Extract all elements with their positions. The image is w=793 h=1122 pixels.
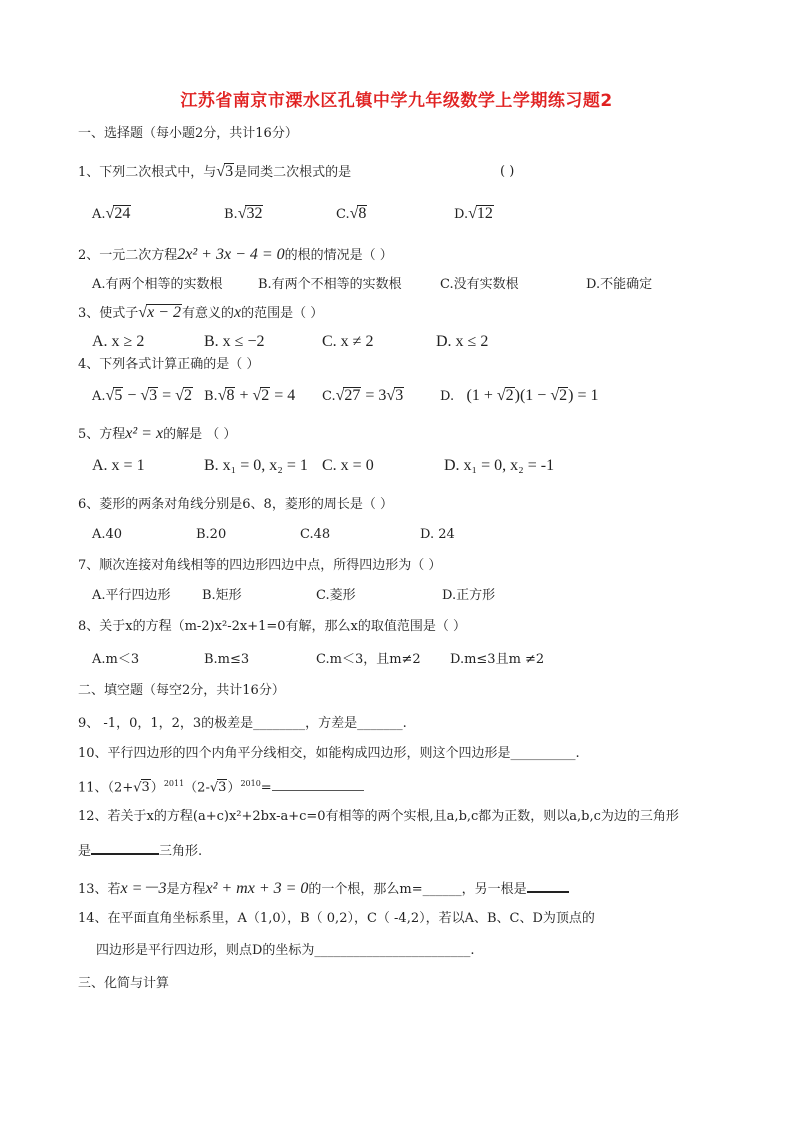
question-12-line2: 是 三角形. — [78, 839, 202, 861]
question-10: 10、平行四边形的四个内角平分线相交，如能构成四边形，则这个四边形是__________. — [78, 746, 580, 761]
question-6: 6、菱形的两条对角线分别是6、8，菱形的周长是（ ） — [78, 497, 393, 512]
q8-option-a: A.m＜3 — [92, 652, 140, 667]
question-14-line1: 14、在平面直角坐标系里，A（1,0），B（ 0,2），C（ -4,2），若以A、B、C、D为顶点的 — [78, 911, 595, 926]
q3-option-d: D. x ≤ 2 — [436, 333, 489, 350]
question-8: 8、关于x的方程（m-2)x²-2x+1=0有解，那么x的取值范围是（ ） — [78, 619, 466, 634]
question-4: 4、下列各式计算正确的是（ ） — [78, 357, 260, 372]
section-heading-calc: 三、化简与计算 — [78, 976, 170, 991]
question-11: 11、$(2+√3)^{2011}(2-√3)^{2010}=$ — [78, 775, 364, 797]
q4-option-b: B.√8 + √2 = 4 — [204, 387, 296, 404]
q5-option-d: D. x₁ = 0, x₂ = -1 — [444, 457, 555, 474]
q4-option-d: D. (1 + √2)(1 − √2) = 1 — [440, 387, 599, 404]
question-3: 3、使式子√x − 2有意义的x的范围是（ ） — [78, 304, 324, 321]
q3-option-b: B. x ≤ −2 — [204, 333, 265, 350]
question-9: 9、 -1，0，1，2，3的极差是________，方差是_______. — [78, 716, 407, 731]
section-heading-choice: 一、选择题（每小题2分，共计16分） — [78, 126, 298, 141]
q1-option-b: B.√32 — [224, 205, 263, 222]
q5-option-b: B. x₁ = 0, x₂ = 1 — [204, 457, 308, 474]
section-heading-fill: 二、填空题（每空2分，共计16分） — [78, 683, 285, 698]
question-5: 5、方程x² = x的解是 （ ） — [78, 425, 237, 442]
q6-option-d: D. 24 — [420, 527, 455, 542]
question-1: 1、下列二次根式中，与√3是同类二次根式的是 — [78, 163, 352, 180]
q6-option-b: B.20 — [196, 527, 227, 542]
q3-option-a: A. x ≥ 2 — [92, 333, 145, 350]
q2-option-b: B.有两个不相等的实数根 — [258, 277, 402, 292]
q2-option-a: A.有两个相等的实数根 — [92, 277, 223, 292]
q7-option-b: B.矩形 — [202, 588, 242, 603]
page-title: 江苏省南京市溧水区孔镇中学九年级数学上学期练习题2 — [180, 91, 613, 111]
question-12-line1: 12、若关于x的方程(a+c)x²+2bx-a+c=0有相等的两个实根,且a,b,c都为正数，则以a,b,c为边的三角形 — [78, 809, 679, 824]
q8-option-c: C.m＜3，且m≠2 — [316, 652, 421, 667]
q8-option-b: B.m≤3 — [204, 652, 250, 667]
q3-option-c: C. x ≠ 2 — [322, 333, 374, 350]
question-7: 7、顺次连接对角线相等的四边形四边中点，所得四边形为（ ） — [78, 558, 442, 573]
question-2: 2、一元二次方程2x² + 3x − 4 = 0的根的情况是（ ） — [78, 246, 393, 263]
answer-blank[interactable] — [527, 877, 569, 893]
question-1-paren: ( ) — [500, 164, 515, 179]
q6-option-a: A.40 — [92, 527, 123, 542]
answer-blank[interactable] — [272, 776, 364, 791]
q1-option-a: A.√24 — [92, 205, 131, 222]
answer-blank[interactable] — [91, 839, 159, 855]
q7-option-c: C.菱形 — [316, 588, 356, 603]
q5-option-a: A. x = 1 — [92, 457, 145, 474]
question-13: 13、若x =－3是方程x² + mx + 3 = 0的一个根，那么m=______，另一根是 — [78, 877, 569, 899]
q1-option-d: D.√12 — [454, 205, 493, 222]
q6-option-c: C.48 — [300, 527, 331, 542]
q1-option-c: C.√8 — [336, 205, 367, 222]
q2-option-c: C.没有实数根 — [440, 277, 519, 292]
q8-option-d: D.m≤3且m ≠2 — [450, 652, 545, 667]
q2-option-d: D.不能确定 — [586, 277, 653, 292]
q5-option-c: C. x = 0 — [322, 457, 374, 474]
q7-option-d: D.正方形 — [442, 588, 496, 603]
question-14-line2: 四边形是平行四边形，则点D的坐标为________________________. — [96, 943, 475, 958]
q4-option-c: C.√27 = 3√3 — [322, 387, 404, 404]
q7-option-a: A.平行四边形 — [92, 588, 171, 603]
q4-option-a: A.√5 − √3 = √2 — [92, 387, 192, 404]
